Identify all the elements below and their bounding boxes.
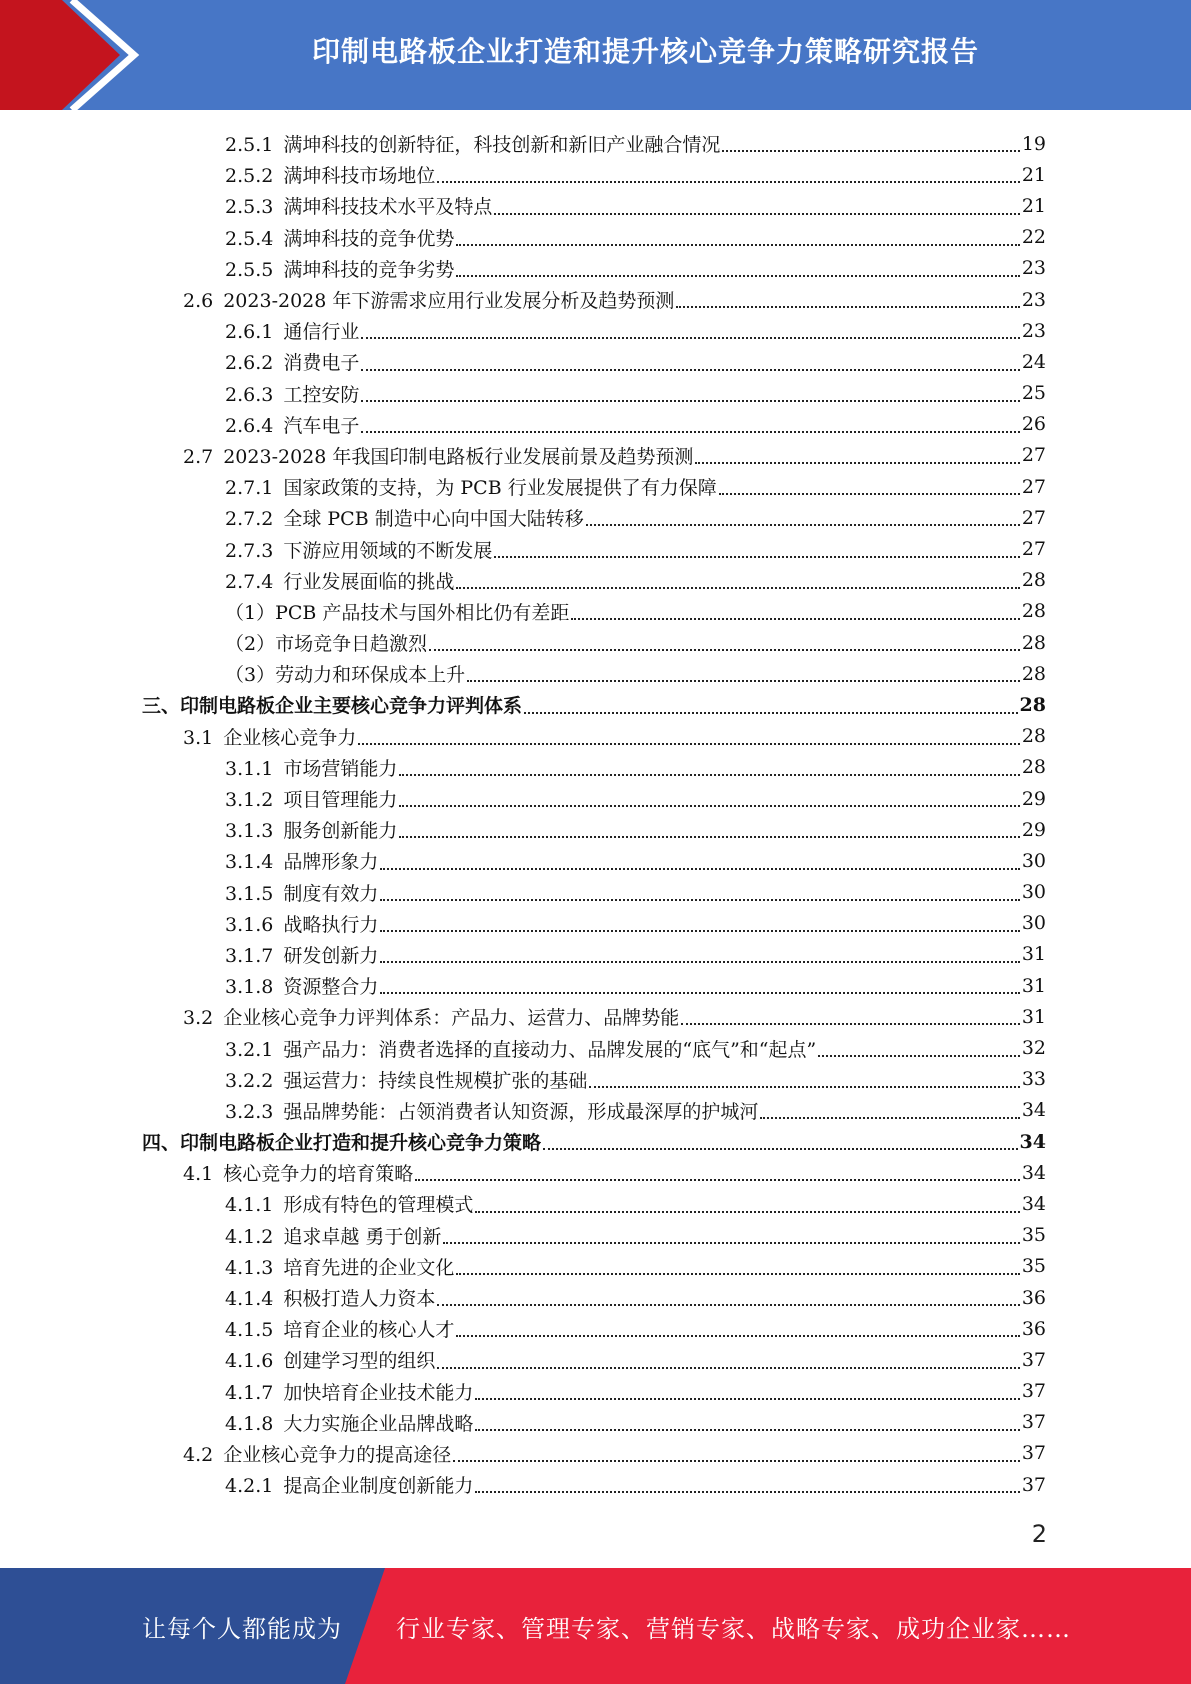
toc-entry-label — [225, 1284, 435, 1311]
toc-entry-title: 培育企业的核心人才 — [283, 1319, 455, 1342]
toc-entry[interactable] — [0, 658, 1191, 689]
toc-entry-title: 培育先进的企业文化 — [283, 1256, 455, 1279]
toc-dot-leader — [456, 1272, 1019, 1275]
toc-entry[interactable] — [0, 877, 1191, 908]
toc-entry-label — [225, 1190, 473, 1217]
toc-entry[interactable] — [0, 315, 1191, 346]
toc-entry-label — [183, 286, 674, 313]
toc-entry-number: 3.1.4 — [225, 851, 274, 874]
toc-entry-label — [225, 879, 378, 906]
toc-entry-label — [225, 504, 584, 531]
toc-entry-number: 3.1.1 — [225, 757, 274, 780]
toc-entry-label — [225, 816, 397, 843]
toc-entry-number: 3.2.2 — [225, 1069, 274, 1092]
toc-entry-label — [142, 1128, 541, 1155]
toc-dot-leader — [456, 243, 1019, 246]
toc-entry-page: 28 — [1021, 756, 1046, 779]
toc-entry-title: 制度有效力 — [283, 882, 379, 905]
toc-entry-label — [225, 1378, 473, 1405]
toc-entry[interactable] — [0, 1376, 1191, 1407]
toc-entry-page: 21 — [1021, 163, 1046, 186]
toc-entry-number: 2.6 — [183, 290, 214, 313]
toc-entry-label — [225, 1471, 473, 1498]
toc-dot-leader — [719, 492, 1020, 495]
toc-entry-title: 国家政策的支持，为 PCB 行业发展提供了有力保障 — [283, 477, 717, 500]
toc-dot-leader — [358, 742, 1020, 745]
toc-entry[interactable] — [0, 1001, 1191, 1032]
toc-entry[interactable] — [0, 1251, 1191, 1282]
toc-entry-number: 4.1.3 — [225, 1256, 274, 1279]
toc-entry-page: 37 — [1021, 1380, 1046, 1403]
toc-entry-number: 2.7.1 — [225, 477, 274, 500]
toc-entry-label — [225, 1222, 441, 1249]
toc-entry[interactable] — [0, 222, 1191, 253]
toc-entry-title: 2023-2028 年下游需求应用行业发展分析及趋势预测 — [223, 290, 675, 313]
toc-entry-label — [225, 1253, 454, 1280]
toc-dot-leader — [361, 368, 1019, 371]
toc-entry-title: 核心竞争力的培育策略 — [223, 1163, 414, 1186]
toc-entry-page: 25 — [1021, 382, 1046, 405]
toc-entry[interactable] — [0, 783, 1191, 814]
toc-entry-number: 4.1.2 — [225, 1225, 274, 1248]
toc-entry-label — [225, 473, 717, 500]
toc-entry-page: 35 — [1021, 1224, 1046, 1247]
toc-entry-page: 37 — [1021, 1348, 1046, 1371]
toc-entry-label — [183, 1440, 451, 1467]
toc-dot-leader — [676, 305, 1019, 308]
toc-entry-label — [225, 411, 359, 438]
toc-entry-title: （3）劳动力和环保成本上升 — [225, 664, 466, 687]
toc-entry[interactable] — [0, 1126, 1191, 1157]
toc-entry-page: 28 — [1021, 662, 1046, 685]
toc-entry-label — [225, 255, 454, 282]
toc-dot-leader — [453, 1459, 1020, 1462]
toc-entry[interactable] — [0, 1220, 1191, 1251]
toc-dot-leader — [399, 773, 1019, 776]
toc-dot-leader — [437, 180, 1019, 183]
toc-entry[interactable] — [0, 159, 1191, 190]
toc-entry-number: 2.5.1 — [225, 134, 274, 157]
footer-banner — [0, 1568, 1191, 1684]
toc-entry[interactable] — [0, 253, 1191, 284]
toc-entry-title: 大力实施企业品牌战略 — [283, 1412, 474, 1435]
toc-entry-title: 2023-2028 年我国印制电路板行业发展前景及趋势预测 — [223, 445, 694, 468]
toc-entry-page: 28 — [1021, 600, 1046, 623]
toc-entry-page: 36 — [1021, 1286, 1046, 1309]
toc-entry[interactable] — [0, 284, 1191, 315]
toc-entry-label — [225, 348, 359, 375]
toc-entry-number: 4.2 — [183, 1443, 214, 1466]
toc-entry-title: 战略执行力 — [283, 913, 379, 936]
toc-entry-page: 28 — [1021, 569, 1046, 592]
toc-entry-number: 3.1.6 — [225, 913, 274, 936]
toc-entry-page: 23 — [1021, 288, 1046, 311]
toc-entry-page: 27 — [1021, 538, 1046, 561]
toc-entry-page: 31 — [1021, 943, 1046, 966]
toc-entry-page: 35 — [1021, 1255, 1046, 1278]
toc-dot-leader — [456, 1334, 1019, 1337]
toc-entry-number: 4.1.7 — [225, 1381, 274, 1404]
report-title: 印制电路板企业打造和提升核心竞争力策略研究报告 — [311, 35, 979, 68]
toc-entry-number: 2.7.3 — [225, 539, 274, 562]
toc-dot-leader — [361, 399, 1019, 402]
toc-entry-page: 19 — [1021, 132, 1046, 155]
toc-entry-label — [225, 224, 454, 251]
toc-entry-number: 4.1 — [183, 1163, 214, 1186]
toc-entry-label — [225, 847, 378, 874]
toc-dot-leader — [543, 1147, 1018, 1150]
toc-entry[interactable] — [0, 1282, 1191, 1313]
toc-entry-page: 36 — [1021, 1317, 1046, 1340]
toc-entry[interactable] — [0, 409, 1191, 440]
toc-entry-label — [225, 972, 378, 999]
page-number: 2 — [1031, 1520, 1047, 1548]
toc-entry[interactable] — [0, 1438, 1191, 1469]
toc-entry-page: 24 — [1021, 350, 1046, 373]
toc-entry-label — [183, 442, 693, 469]
toc-entry-title: 满坤科技的创新特征，科技创新和新旧产业融合情况 — [283, 134, 721, 157]
toc-dot-leader — [494, 555, 1019, 558]
toc-entry-label — [225, 567, 454, 594]
toc-entry[interactable] — [0, 970, 1191, 1001]
toc-entry-title: 工控安防 — [283, 383, 360, 406]
toc-entry-page: 28 — [1019, 693, 1046, 716]
toc-entry-label — [225, 941, 378, 968]
toc-entry-number: 2.5.5 — [225, 258, 274, 281]
toc-entry[interactable] — [0, 1344, 1191, 1375]
toc-entry-page: 34 — [1019, 1130, 1046, 1153]
toc-entry-label — [225, 1097, 758, 1124]
toc-entry-label — [225, 598, 569, 625]
toc-entry-number: 4.1.4 — [225, 1288, 274, 1311]
toc-entry-title: 三、印制电路板企业主要核心竞争力评判体系 — [142, 695, 523, 718]
toc-entry-number: 2.6.3 — [225, 383, 274, 406]
toc-dot-leader — [818, 1054, 1020, 1057]
toc-entry-page: 31 — [1021, 1005, 1046, 1028]
toc-dot-leader — [456, 274, 1019, 277]
toc-entry-page: 23 — [1021, 257, 1046, 280]
toc-dot-leader — [475, 1210, 1019, 1213]
toc-dot-leader — [399, 835, 1019, 838]
toc-entry-label — [183, 1159, 413, 1186]
toc-entry[interactable] — [0, 378, 1191, 409]
toc-entry-label — [225, 192, 492, 219]
toc-entry-title: 强运营力：持续良性规模扩张的基础 — [283, 1069, 588, 1092]
toc-entry[interactable] — [0, 565, 1191, 596]
toc-entry-title: 研发创新力 — [283, 944, 379, 967]
toc-entry-page: 30 — [1021, 849, 1046, 872]
toc-entry[interactable] — [0, 596, 1191, 627]
toc-entry[interactable] — [0, 689, 1191, 720]
toc-entry-number: 3.1 — [183, 726, 214, 749]
toc-dot-leader — [467, 679, 1020, 682]
toc-entry-title: 下游应用领域的不断发展 — [283, 539, 493, 562]
toc-entry-title: 企业核心竞争力评判体系：产品力、运营力、品牌势能 — [223, 1007, 680, 1030]
toc-entry-number: 3.1.3 — [225, 820, 274, 843]
toc-entry-title: 通信行业 — [283, 321, 360, 344]
toc-entry-label — [225, 161, 435, 188]
toc-entry[interactable] — [0, 939, 1191, 970]
toc-entry-title: 行业发展面临的挑战 — [283, 570, 455, 593]
footer-slogan-left: 让每个人都能成为 — [142, 1614, 342, 1643]
table-of-contents — [0, 128, 1191, 1500]
toc-entry-label — [225, 785, 397, 812]
toc-entry-number: 2.6.2 — [225, 352, 274, 375]
toc-entry-title: 满坤科技技术水平及特点 — [283, 196, 493, 219]
toc-dot-leader — [437, 1366, 1019, 1369]
toc-entry-number: 2.7.4 — [225, 570, 274, 593]
toc-entry-page: 34 — [1021, 1099, 1046, 1122]
toc-dot-leader — [361, 336, 1019, 339]
toc-dot-leader — [415, 1178, 1020, 1181]
toc-entry-number: 4.1.6 — [225, 1350, 274, 1373]
toc-entry-page: 31 — [1021, 974, 1046, 997]
toc-entry-title: 全球 PCB 制造中心向中国大陆转移 — [283, 508, 584, 531]
toc-entry-page: 27 — [1021, 475, 1046, 498]
toc-entry-title: （2）市场竞争日趋激烈 — [225, 633, 428, 656]
toc-entry-number: 2.7 — [183, 445, 214, 468]
toc-entry-number: 2.6.1 — [225, 321, 274, 344]
toc-entry-title: 项目管理能力 — [283, 789, 398, 812]
toc-entry-label — [225, 754, 397, 781]
toc-entry-label — [225, 910, 378, 937]
toc-entry-number: 3.2.3 — [225, 1100, 274, 1123]
toc-dot-leader — [399, 804, 1019, 807]
toc-entry-number: 3.1.8 — [225, 976, 274, 999]
toc-entry-page: 30 — [1021, 881, 1046, 904]
toc-entry-number: 2.5.2 — [225, 165, 274, 188]
toc-entry-number: 3.1.2 — [225, 789, 274, 812]
toc-entry-page: 28 — [1021, 725, 1046, 748]
toc-entry-page: 37 — [1021, 1473, 1046, 1496]
toc-entry-page: 29 — [1021, 818, 1046, 841]
toc-entry-title: 积极打造人力资本 — [283, 1288, 436, 1311]
toc-entry-number: 4.2.1 — [225, 1475, 274, 1498]
toc-entry-page: 30 — [1021, 912, 1046, 935]
toc-dot-leader — [380, 867, 1019, 870]
toc-entry[interactable] — [0, 502, 1191, 533]
toc-entry-label — [183, 1003, 679, 1030]
toc-entry-number: 4.1.1 — [225, 1194, 274, 1217]
toc-dot-leader — [760, 1116, 1019, 1119]
toc-dot-leader — [456, 586, 1019, 589]
toc-dot-leader — [695, 461, 1019, 464]
toc-entry[interactable] — [0, 346, 1191, 377]
toc-entry[interactable] — [0, 1188, 1191, 1219]
toc-dot-leader — [380, 991, 1019, 994]
toc-entry-title: 形成有特色的管理模式 — [283, 1194, 474, 1217]
toc-entry[interactable] — [0, 1064, 1191, 1095]
toc-entry-number: 2.5.4 — [225, 227, 274, 250]
toc-entry[interactable] — [0, 440, 1191, 471]
toc-entry-page: 21 — [1021, 194, 1046, 217]
toc-entry-title: 服务创新能力 — [283, 820, 398, 843]
toc-entry-label — [225, 130, 720, 157]
toc-entry-page: 23 — [1021, 319, 1046, 342]
header-arrow-decoration — [0, 0, 160, 110]
toc-dot-leader — [681, 1022, 1020, 1025]
toc-entry-page: 22 — [1021, 226, 1046, 249]
toc-entry-page: 37 — [1021, 1411, 1046, 1434]
toc-entry-title: 汽车电子 — [283, 414, 360, 437]
toc-entry-label — [142, 691, 522, 718]
toc-entry-label — [225, 629, 427, 656]
toc-entry-title: 加快培育企业技术能力 — [283, 1381, 474, 1404]
toc-entry[interactable] — [0, 1313, 1191, 1344]
header-banner — [0, 0, 1191, 110]
toc-entry-label — [225, 660, 465, 687]
toc-entry-title: 满坤科技的竞争劣势 — [283, 258, 455, 281]
toc-entry-title: 企业核心竞争力的提高途径 — [223, 1443, 452, 1466]
toc-entry-number: 3.1.5 — [225, 882, 274, 905]
toc-entry-page: 33 — [1021, 1068, 1046, 1091]
toc-entry-page: 28 — [1021, 631, 1046, 654]
toc-entry[interactable] — [0, 721, 1191, 752]
toc-entry[interactable] — [0, 190, 1191, 221]
toc-entry[interactable] — [0, 1407, 1191, 1438]
toc-entry-label — [225, 1035, 816, 1062]
toc-entry-title: 满坤科技的竞争优势 — [283, 227, 455, 250]
toc-dot-leader — [475, 1490, 1019, 1493]
toc-dot-leader — [524, 711, 1018, 714]
toc-entry-label — [225, 1346, 435, 1373]
toc-entry-label — [225, 1409, 473, 1436]
toc-entry-title: 追求卓越 勇于创新 — [283, 1225, 442, 1248]
toc-entry-title: （1）PCB 产品技术与国外相比仍有差距 — [225, 601, 570, 624]
toc-entry-title: 市场营销能力 — [283, 757, 398, 780]
toc-entry-title: 创建学习型的组织 — [283, 1350, 436, 1373]
toc-entry-title: 消费电子 — [283, 352, 360, 375]
toc-dot-leader — [380, 898, 1019, 901]
toc-entry-number: 3.2 — [183, 1007, 214, 1030]
toc-entry-title: 提高企业制度创新能力 — [283, 1475, 474, 1498]
toc-entry-title: 企业核心竞争力 — [223, 726, 357, 749]
toc-entry-label — [225, 1315, 454, 1342]
toc-entry-number: 2.5.3 — [225, 196, 274, 219]
toc-dot-leader — [475, 1428, 1019, 1431]
toc-entry-number: 4.1.5 — [225, 1319, 274, 1342]
toc-entry[interactable] — [0, 814, 1191, 845]
toc-entry-title: 资源整合力 — [283, 976, 379, 999]
toc-entry[interactable] — [0, 908, 1191, 939]
toc-entry-label — [225, 536, 492, 563]
toc-entry-title: 四、印制电路板企业打造和提升核心竞争力策略 — [142, 1132, 542, 1155]
toc-entry-number: 2.6.4 — [225, 414, 274, 437]
toc-entry-page: 37 — [1021, 1442, 1046, 1465]
toc-entry-page: 29 — [1021, 787, 1046, 810]
toc-entry-title: 满坤科技市场地位 — [283, 165, 436, 188]
toc-entry-number: 2.7.2 — [225, 508, 274, 531]
toc-dot-leader — [586, 523, 1020, 526]
toc-entry[interactable] — [0, 1095, 1191, 1126]
toc-entry-label — [225, 380, 359, 407]
toc-entry[interactable] — [0, 1469, 1191, 1500]
toc-dot-leader — [443, 1241, 1019, 1244]
toc-dot-leader — [380, 929, 1019, 932]
toc-entry[interactable] — [0, 1032, 1191, 1063]
toc-dot-leader — [437, 1303, 1019, 1306]
toc-entry-page: 27 — [1021, 444, 1046, 467]
toc-entry-title: 强品牌势能：占领消费者认知资源，形成最深厚的护城河 — [283, 1100, 759, 1123]
toc-entry-title: 强产品力：消费者选择的直接动力、品牌发展的“底气”和“起点” — [283, 1038, 817, 1061]
toc-dot-leader — [589, 1085, 1019, 1088]
toc-entry-number: 4.1.8 — [225, 1412, 274, 1435]
toc-entry[interactable] — [0, 533, 1191, 564]
toc-dot-leader — [429, 648, 1020, 651]
toc-entry[interactable] — [0, 471, 1191, 502]
toc-entry[interactable] — [0, 1157, 1191, 1188]
toc-entry[interactable] — [0, 752, 1191, 783]
toc-dot-leader — [571, 617, 1019, 620]
toc-entry-label — [225, 317, 359, 344]
toc-entry-page: 34 — [1021, 1192, 1046, 1215]
toc-entry-number: 3.2.1 — [225, 1038, 274, 1061]
toc-dot-leader — [380, 960, 1019, 963]
toc-entry-page: 27 — [1021, 506, 1046, 529]
toc-dot-leader — [722, 149, 1019, 152]
toc-entry-number: 3.1.7 — [225, 944, 274, 967]
toc-dot-leader — [361, 430, 1019, 433]
toc-entry[interactable] — [0, 845, 1191, 876]
toc-dot-leader — [494, 212, 1019, 215]
toc-entry-label — [225, 1066, 587, 1093]
toc-entry-page: 32 — [1021, 1037, 1046, 1060]
toc-entry-page: 26 — [1021, 413, 1046, 436]
toc-entry[interactable] — [0, 128, 1191, 159]
toc-entry-title: 品牌形象力 — [283, 851, 379, 874]
toc-dot-leader — [475, 1397, 1019, 1400]
footer-slogan-right: 行业专家、管理专家、营销专家、战略专家、成功企业家…… — [396, 1614, 1071, 1643]
toc-entry-label — [183, 723, 356, 750]
toc-entry-page: 34 — [1021, 1161, 1046, 1184]
toc-entry[interactable] — [0, 627, 1191, 658]
